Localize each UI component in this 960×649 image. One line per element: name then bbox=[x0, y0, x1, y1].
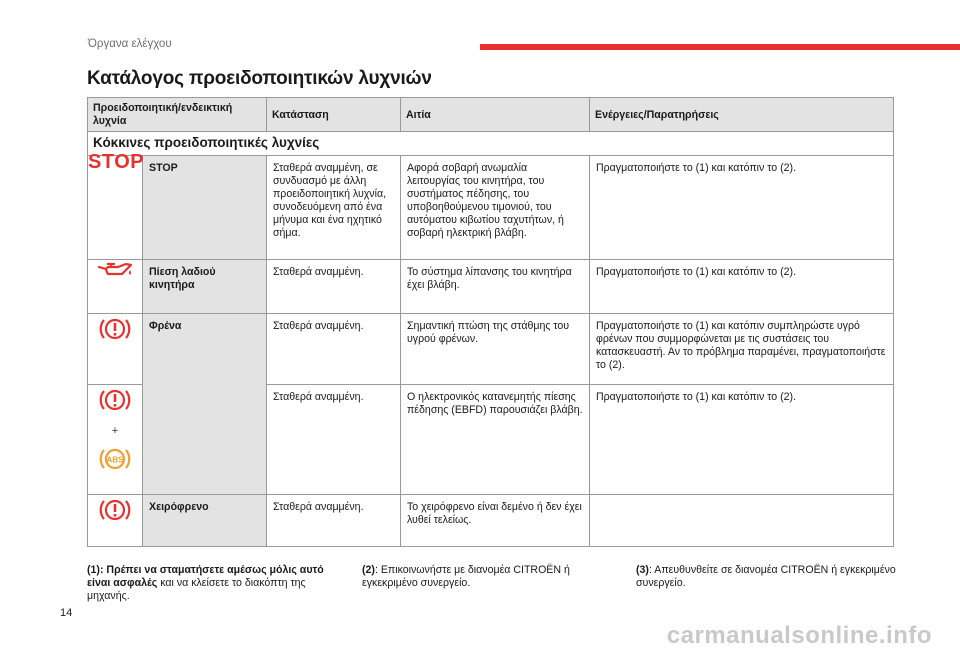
lamp-name: Φρένα bbox=[143, 314, 267, 495]
lamp-cause: Αφορά σοβαρή ανωμαλία λειτουργίας του κινητήρα, του συστήματος πέδησης, του υποβοηθούμενου τιμονιού, του αυτόματου κιβωτίου ταχυτήτων, ή σοβαρή ηλεκτρική βλάβη. bbox=[401, 156, 590, 260]
footnote-1-bold: : Πρέπει να σταματήσετε αμέσως μόλις αυτό είναι ασφαλές bbox=[87, 564, 324, 589]
footnote-3-marker: (3) bbox=[636, 564, 649, 576]
footnote-2-marker: (2) bbox=[362, 564, 375, 576]
footnote-1-text: και να κλείσετε το διακόπτη της μηχανής. bbox=[87, 577, 306, 602]
lamp-icon-cell bbox=[88, 495, 143, 547]
footnote-3 bbox=[636, 564, 896, 590]
col-header-action: Ενέργειες/Παρατηρήσεις bbox=[590, 98, 894, 132]
lamp-icon-cell bbox=[88, 151, 145, 260]
brake-warning-icon bbox=[98, 385, 132, 415]
plus-sign: + bbox=[111, 425, 119, 437]
brake-warning-icon bbox=[98, 495, 132, 525]
col-header-cause: Αιτία bbox=[401, 98, 590, 132]
lamp-action: Πραγματοποιήστε το (1) και κατόπιν το (2). bbox=[590, 260, 894, 314]
page-title: Κατάλογος προειδοποιητικών λυχνιών bbox=[87, 68, 432, 89]
footnote-2-text: : Επικοινωνήστε με διανομέα CITROËN ή εγκεκριμένο συνεργείο. bbox=[362, 564, 570, 589]
lamp-cause: Ο ηλεκτρονικός κατανεμητής πίεσης πέδησης (EBFD) παρουσιάζει βλάβη. bbox=[401, 385, 590, 495]
table-row bbox=[88, 495, 894, 547]
lamp-cause: Το σύστημα λίπανσης του κινητήρα έχει βλάβη. bbox=[401, 260, 590, 314]
lamp-state: Σταθερά αναμμένη, σε συνδυασμό με άλλη προειδοποιητική λυχνία, συνοδευόμενη από ένα μήνυμα και ένα ηχητικό σήμα. bbox=[267, 156, 401, 260]
lamp-name: Πίεση λαδιού κινητήρα bbox=[143, 260, 267, 314]
footnote-2 bbox=[362, 564, 602, 590]
footnote-1-marker: (1) bbox=[87, 564, 100, 576]
table-row bbox=[88, 314, 894, 385]
lamp-state: Σταθερά αναμμένη. bbox=[267, 260, 401, 314]
lamp-action bbox=[590, 495, 894, 547]
table-row bbox=[88, 260, 894, 314]
lamp-icon-cell bbox=[88, 314, 143, 385]
accent-rule bbox=[480, 44, 960, 50]
lamp-state: Σταθερά αναμμένη. bbox=[267, 495, 401, 547]
section-label: Όργανα ελέγχου bbox=[88, 38, 172, 50]
group-heading-row bbox=[88, 132, 894, 156]
warning-lamps-table bbox=[87, 97, 894, 547]
stop-icon: STOP bbox=[88, 151, 145, 173]
lamp-cause: Το χειρόφρενο είναι δεμένο ή δεν έχει λυθεί τελείως. bbox=[401, 495, 590, 547]
lamp-icon-cell bbox=[88, 385, 143, 495]
footnote-3-text: : Απευθυνθείτε σε διανομέα CITROËN ή εγκεκριμένο συνεργείο. bbox=[636, 564, 896, 589]
col-header-lamp: Προειδοποιητική/ενδεικτική λυχνία bbox=[88, 98, 267, 132]
lamp-state: Σταθερά αναμμένη. bbox=[267, 385, 401, 495]
table-row bbox=[88, 156, 894, 260]
group-heading: Κόκκινες προειδοποιητικές λυχνίες bbox=[88, 132, 894, 156]
lamp-cause: Σημαντική πτώση της στάθμης του υγρού φρένων. bbox=[401, 314, 590, 385]
lamp-icon-cell bbox=[88, 260, 143, 314]
lamp-action: Πραγματοποιήστε το (1) και κατόπιν το (2). bbox=[590, 385, 894, 495]
col-header-state: Κατάσταση bbox=[267, 98, 401, 132]
lamp-state: Σταθερά αναμμένη. bbox=[267, 314, 401, 385]
lamp-name: Χειρόφρενο bbox=[143, 495, 267, 547]
lamp-name: STOP bbox=[143, 156, 267, 260]
table-header-row bbox=[88, 98, 894, 132]
watermark: carmanualsonline.info bbox=[666, 622, 932, 649]
page-number: 14 bbox=[60, 607, 73, 619]
lamp-action: Πραγματοποιήστε το (1) και κατόπιν συμπληρώστε υγρό φρένων που συμμορφώνεται με τις συστάσεις του κατασκευαστή. Αν το πρόβλημα παραμένει, πραγματοποιήστε το (2). bbox=[590, 314, 894, 385]
abs-icon bbox=[98, 444, 132, 474]
lamp-action: Πραγματοποιήστε το (1) και κατόπιν το (2). bbox=[590, 156, 894, 260]
oil-can-icon bbox=[96, 260, 134, 280]
brake-warning-icon bbox=[98, 314, 132, 344]
abs-icon-label: ABS bbox=[106, 455, 124, 465]
footnote-1 bbox=[87, 564, 332, 603]
